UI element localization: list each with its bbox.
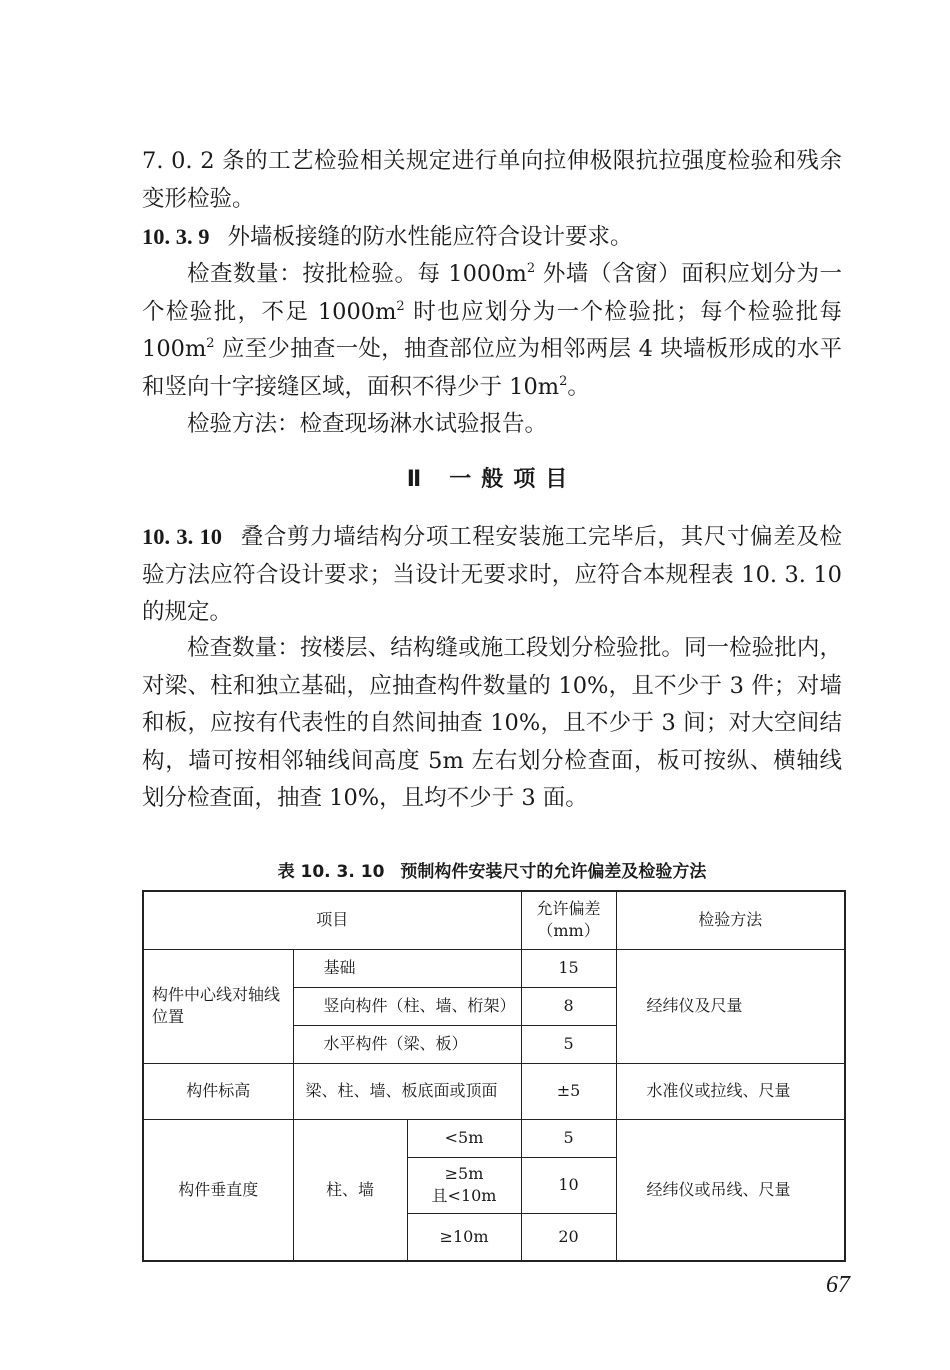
header-tolerance-line1: 允许偏差: [536, 899, 601, 919]
row-range: [407, 1157, 521, 1213]
paragraph-text: 7. 0. 2 条的工艺检验相关规定进行单向拉伸极限抗拉强度检验和残余变形检验。: [142, 148, 842, 212]
row-item: 梁、柱、墙、板底面或顶面: [293, 1063, 521, 1119]
text-run: 外墙（含窗）面积应划分为一个检验批，不足 1000m: [142, 261, 843, 325]
section-heading: [142, 462, 842, 496]
paragraph-text: 检验方法：检查现场淋水试验报告。: [187, 411, 548, 437]
table-number: 表 10. 3. 10: [277, 862, 385, 882]
group-label-position: 构件中心线对轴线位置: [143, 949, 293, 1063]
clause-text: 叠合剪力墙结构分项工程安装施工完毕后，其尺寸偏差及检验方法应符合设计要求；当设计无要求时，应符合本规程表 10. 3. 10 的规定。: [142, 524, 842, 625]
table-caption: [142, 857, 842, 882]
row-tolerance: 20: [521, 1213, 616, 1261]
row-item: 竖向构件（柱、墙、桁架）: [293, 987, 521, 1025]
table-row: [143, 949, 845, 987]
row-tolerance: 10: [521, 1157, 616, 1213]
group-sub-vertical: 柱、墙: [293, 1119, 407, 1261]
text-run: 时也应划分为一个检验批；每个检验批每 100m: [142, 298, 842, 362]
header-tolerance-line2: （mm）: [537, 921, 600, 941]
check-quantity-paragraph-2: [142, 630, 842, 818]
clause-number: 10. 3. 10: [142, 524, 223, 549]
table-title: 预制构件安装尺寸的允许偏差及检验方法: [400, 862, 707, 882]
table-row: [143, 1119, 845, 1157]
row-tolerance: 5: [521, 1025, 616, 1063]
row-tolerance: 5: [521, 1119, 616, 1157]
table-header-row: [143, 891, 845, 949]
row-item: 水平构件（梁、板）: [293, 1025, 521, 1063]
superscript: 2: [559, 373, 568, 389]
superscript: 2: [526, 261, 536, 276]
group-label-elevation: 构件标高: [143, 1063, 293, 1119]
group-method-vertical: 经纬仪或吊线、尺量: [616, 1119, 845, 1261]
check-method-paragraph-1: [142, 406, 842, 444]
header-method: 检验方法: [616, 891, 845, 949]
group-method-elevation: 水准仪或拉线、尺量: [616, 1063, 845, 1119]
row-item: 基础: [293, 949, 521, 987]
paragraph-continuation: [142, 143, 842, 218]
section-roman-numeral: Ⅱ: [406, 467, 422, 492]
clause-10-3-9: [142, 218, 842, 257]
text-run: 检查数量：按批检验。每 1000m: [187, 261, 527, 287]
paragraph-text: 检查数量：按楼层、结构缝或施工段划分检验批。同一检验批内，对梁、柱和独立基础，应抽查构件数量的 10%，且不少于 3 件；对墙和板，应按有代表性的自然间抽查 10%，且不少于 3 间；对大空间结构，墙可按相邻轴线间高度 5m 左右划分检查面，板可按纵、横轴线划分检查面，抽查 10%，且均不少于 3 面。: [142, 635, 842, 811]
group-method-position: 经纬仪及尺量: [616, 949, 845, 1063]
header-item: 项目: [143, 891, 521, 949]
row-tolerance: 8: [521, 987, 616, 1025]
row-tolerance: 15: [521, 949, 616, 987]
text-run: 应至少抽查一处，抽查部位应为相邻两层 4 块墙板形成的水平和竖向十字接缝区域，面积不得少于 10m: [142, 336, 842, 400]
group-label-vertical: 构件垂直度: [143, 1119, 293, 1261]
text-run: 。: [567, 373, 590, 400]
clause-10-3-10: [142, 518, 842, 632]
clause-text: 外墙板接缝的防水性能应符合设计要求。: [227, 224, 633, 250]
tolerance-table: [142, 890, 846, 1262]
clause-number: 10. 3. 9: [142, 224, 210, 249]
check-quantity-paragraph-1: [142, 256, 842, 406]
row-range-line1: ≥5m: [444, 1164, 484, 1183]
row-range: ≥10m: [407, 1213, 521, 1261]
header-tolerance: [521, 891, 616, 949]
superscript: 2: [206, 336, 215, 351]
page-number: 67: [826, 1272, 850, 1298]
row-tolerance: ±5: [521, 1063, 616, 1119]
row-range-line2: 且<10m: [431, 1186, 497, 1205]
section-title: 一般项目: [449, 467, 578, 492]
row-range: <5m: [407, 1119, 521, 1157]
superscript: 2: [396, 298, 405, 314]
table-row: [143, 1063, 845, 1119]
